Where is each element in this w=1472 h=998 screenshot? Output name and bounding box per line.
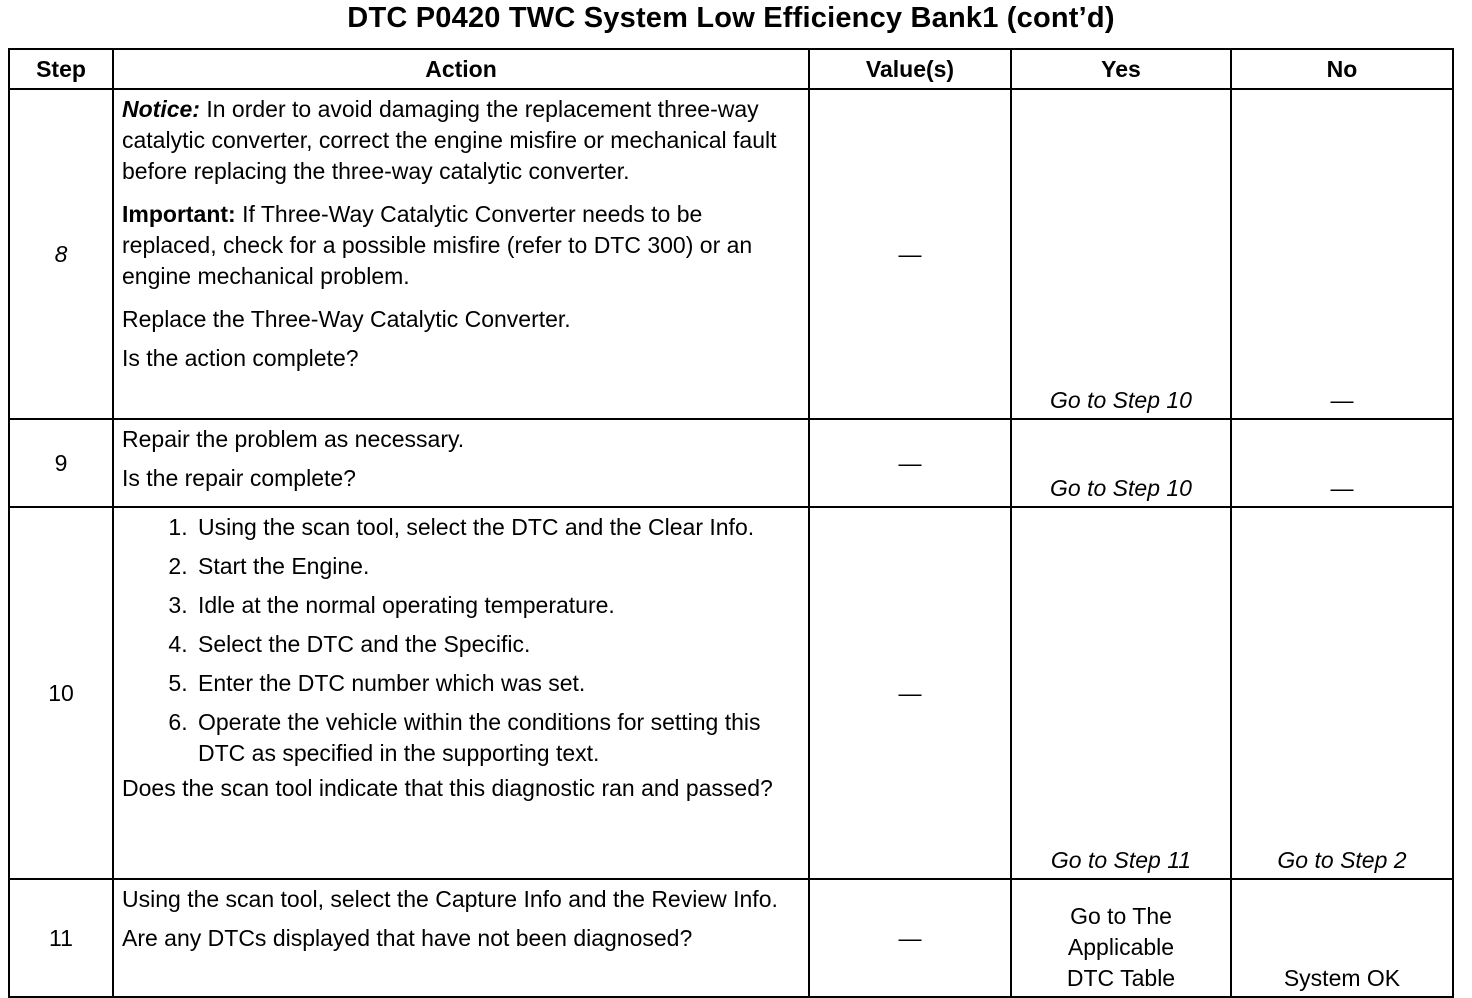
action-instruction: Using the scan tool, select the Capture Info and the Review Info. <box>122 886 778 912</box>
important-paragraph <box>122 199 798 292</box>
no-cell: Go to Step 2 <box>1231 507 1453 879</box>
document-title: DTC P0420 TWC System Low Efficiency Bank1 (cont’d) <box>347 2 1115 34</box>
table-row <box>9 507 1453 879</box>
step-number: 10 <box>9 507 113 879</box>
step-number: 8 <box>9 89 113 419</box>
action-question: Is the action complete? <box>122 345 359 371</box>
no-cell: — <box>1231 419 1453 507</box>
action-instruction: Replace the Three-Way Catalytic Converter. <box>122 306 571 332</box>
notice-label: Notice: <box>122 96 200 122</box>
header-values: Value(s) <box>809 49 1011 89</box>
action-instruction: Repair the problem as necessary. <box>122 426 465 452</box>
important-text: If Three-Way Catalytic Converter needs to be replaced, check for a possible misfire (refer to DTC 300) or an engine mechanical problem. <box>122 201 753 289</box>
notice-text: In order to avoid damaging the replacement three-way catalytic converter, correct the engine misfire or mechanical fault before replacing the three-way catalytic converter. <box>122 96 777 184</box>
table-header-row <box>9 49 1453 89</box>
no-cell: System OK <box>1231 879 1453 997</box>
list-item: 6. Operate the vehicle within the conditions for setting this DTC as specified in the supporting text. <box>194 707 798 769</box>
list-item: 2. Start the Engine. <box>194 551 798 582</box>
diagnostic-table <box>8 48 1454 998</box>
action-question: Is the repair complete? <box>122 465 356 491</box>
table-row <box>9 419 1453 507</box>
header-action: Action <box>113 49 809 89</box>
no-cell: — <box>1231 89 1453 419</box>
step-number: 11 <box>9 879 113 997</box>
table-row <box>9 879 1453 997</box>
step-number: 9 <box>9 419 113 507</box>
action-cell <box>113 507 809 879</box>
procedure-list <box>122 512 798 769</box>
yes-cell: Go to The Applicable DTC Table <box>1011 879 1231 997</box>
action-cell <box>113 89 809 419</box>
header-no: No <box>1231 49 1453 89</box>
notice-paragraph <box>122 94 798 187</box>
table-row <box>9 89 1453 419</box>
action-cell <box>113 419 809 507</box>
value-cell: — <box>809 419 1011 507</box>
yes-cell: Go to Step 10 <box>1011 419 1231 507</box>
list-item: 1. Using the scan tool, select the DTC and the Clear Info. <box>194 512 798 543</box>
action-question: Does the scan tool indicate that this diagnostic ran and passed? <box>122 775 773 801</box>
list-item: 3. Idle at the normal operating temperature. <box>194 590 798 621</box>
header-yes: Yes <box>1011 49 1231 89</box>
important-label: Important: <box>122 201 236 227</box>
header-step: Step <box>9 49 113 89</box>
value-cell: — <box>809 507 1011 879</box>
yes-cell: Go to Step 11 <box>1011 507 1231 879</box>
action-cell <box>113 879 809 997</box>
value-cell: — <box>809 879 1011 997</box>
list-item: 4. Select the DTC and the Specific. <box>194 629 798 660</box>
value-cell: — <box>809 89 1011 419</box>
action-question: Are any DTCs displayed that have not been diagnosed? <box>122 925 693 951</box>
yes-cell: Go to Step 10 <box>1011 89 1231 419</box>
list-item: 5. Enter the DTC number which was set. <box>194 668 798 699</box>
